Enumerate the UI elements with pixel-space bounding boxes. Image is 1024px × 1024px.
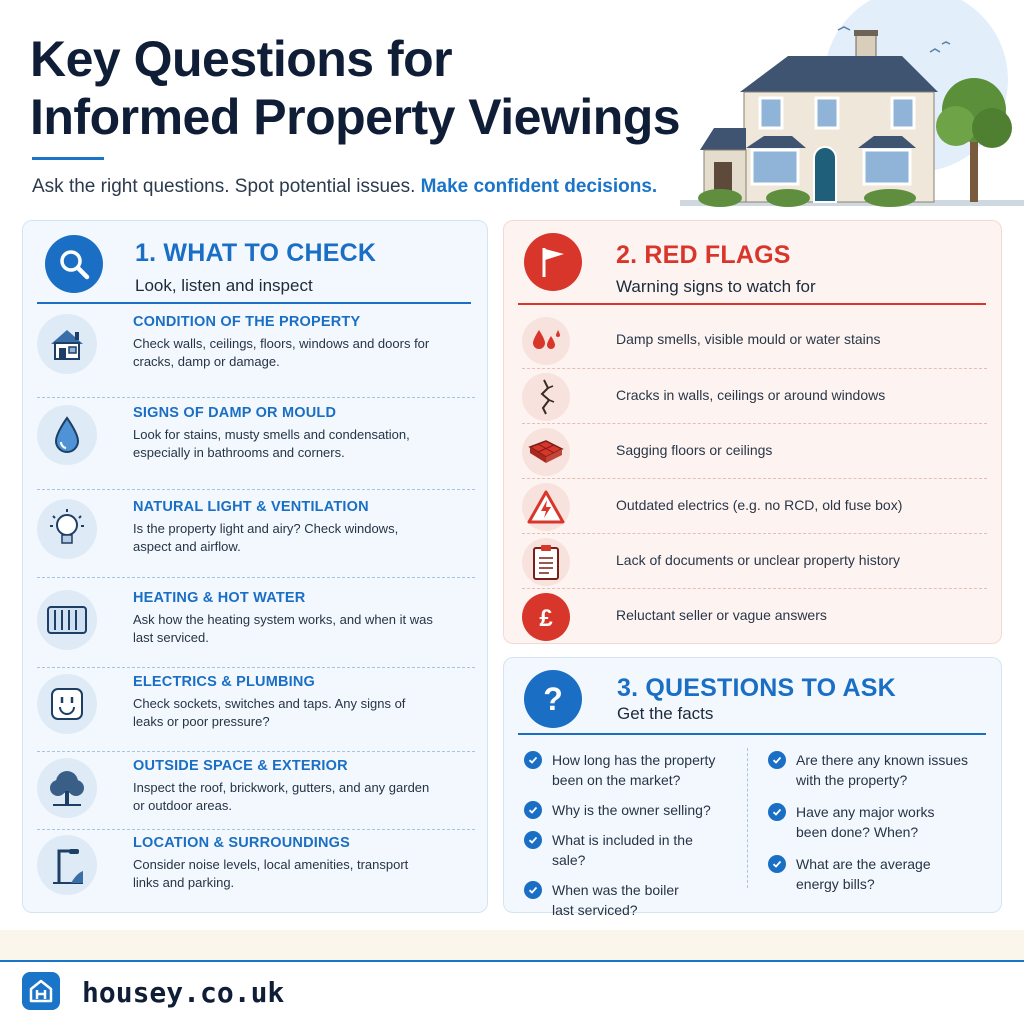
check-item-electrics (37, 674, 475, 754)
red-flag-item (522, 317, 987, 365)
divider (37, 397, 475, 398)
radiator-icon (37, 590, 97, 650)
header (0, 0, 1024, 215)
divider (37, 489, 475, 490)
sagging-floor-icon (522, 428, 570, 476)
check-icon (524, 881, 542, 899)
check-item-description: Is the property light and airy? Check windows, aspect and airflow. (133, 521, 399, 554)
question-text: What is included in the sale? (552, 832, 693, 868)
red-flag-text: Reluctant seller or vague answers (616, 607, 827, 623)
questions-left-column (524, 750, 724, 920)
questions-subtitle: Get the facts (617, 704, 714, 723)
divider (522, 478, 987, 479)
svg-text:?: ? (543, 681, 563, 717)
question-item (768, 750, 968, 790)
clipboard-icon (522, 538, 570, 586)
title-line-1: Key Questions for (30, 31, 453, 87)
section-rule (518, 303, 986, 305)
flag-icon (524, 233, 582, 291)
red-flag-item (522, 483, 987, 531)
divider (522, 368, 987, 369)
red-flag-text: Lack of documents or unclear property history (616, 552, 901, 568)
check-item-description: Inspect the roof, brickwork, gutters, and any garden or outdoor areas. (133, 780, 430, 813)
check-icon (524, 751, 542, 769)
question-text: Why is the owner selling? (552, 802, 711, 818)
red-flag-item (522, 373, 987, 421)
red-flags-panel (503, 220, 1002, 644)
house-illustration (680, 0, 1024, 210)
divider (522, 533, 987, 534)
electric-warning-icon (522, 483, 570, 531)
check-item-heading: LOCATION & SURROUNDINGS (133, 835, 350, 851)
what-to-check-title: 1. WHAT TO CHECK (135, 239, 377, 267)
check-icon (768, 855, 786, 873)
what-to-check-subtitle: Look, listen and inspect (135, 276, 313, 295)
red-flag-item (522, 428, 987, 476)
question-item (524, 750, 724, 790)
footer-band (0, 930, 1024, 960)
page-title (30, 30, 710, 146)
title-line-2: Informed Property Viewings (30, 89, 681, 145)
red-flag-text: Outdated electrics (e.g. no RCD, old fuse box) (616, 497, 903, 513)
magnifier-icon (45, 235, 103, 293)
divider (37, 577, 475, 578)
check-item-outside (37, 758, 475, 838)
question-text: When was the boiler last serviced? (552, 882, 679, 918)
house-icon (37, 314, 97, 374)
socket-icon (37, 674, 97, 734)
divider (37, 751, 475, 752)
section-rule (518, 733, 986, 735)
svg-text:£: £ (539, 605, 553, 632)
divider (37, 829, 475, 830)
what-to-check-panel (22, 220, 488, 913)
streetlamp-icon (37, 835, 97, 895)
questions-right-column (768, 750, 968, 894)
red-flag-text: Sagging floors or ceilings (616, 442, 773, 458)
water-drop-icon (37, 405, 97, 465)
questions-title: 3. QUESTIONS TO ASK (617, 674, 896, 702)
check-item-description: Ask how the heating system works, and when it was last serviced. (133, 612, 433, 645)
question-text: What are the average energy bills? (796, 856, 931, 892)
check-icon (524, 831, 542, 849)
housey-logo-icon[interactable] (22, 972, 60, 1010)
question-item (524, 880, 704, 920)
question-item (524, 800, 724, 820)
check-item-location (37, 835, 475, 905)
crack-icon (522, 373, 570, 421)
subtitle (32, 176, 657, 198)
tree-icon (37, 758, 97, 818)
footer-brand-link[interactable]: housey.co.uk (82, 976, 285, 1009)
red-flag-text: Cracks in walls, ceilings or around windows (616, 387, 886, 403)
check-item-heading: OUTSIDE SPACE & EXTERIOR (133, 758, 348, 774)
check-item-description: Check sockets, switches and taps. Any signs of leaks or poor pressure? (133, 696, 406, 729)
check-item-light (37, 499, 475, 579)
check-item-heading: SIGNS OF DAMP OR MOULD (133, 405, 337, 421)
question-item (768, 854, 968, 894)
question-item (524, 830, 724, 870)
divider (37, 667, 475, 668)
check-item-description: Consider noise levels, local amenities, transport links and parking. (133, 857, 409, 890)
title-underline (32, 157, 104, 160)
check-item-damp (37, 405, 475, 485)
question-text: How long has the property been on the market? (552, 752, 716, 788)
check-item-heading: NATURAL LIGHT & VENTILATION (133, 499, 369, 515)
divider (522, 423, 987, 424)
question-item (768, 802, 968, 842)
subtitle-plain: Ask the right questions. Spot potential issues. (32, 176, 421, 197)
question-icon (524, 670, 582, 728)
footer-rule (0, 960, 1024, 962)
check-item-heading: CONDITION OF THE PROPERTY (133, 314, 361, 330)
check-item-heating (37, 590, 475, 670)
check-icon (768, 751, 786, 769)
red-flags-subtitle: Warning signs to watch for (616, 277, 816, 296)
lightbulb-icon (37, 499, 97, 559)
check-item-description: Check walls, ceilings, floors, windows and doors for cracks, damp or damage. (133, 336, 430, 369)
question-text: Are there any known issues with the property? (796, 752, 968, 788)
red-flags-title: 2. RED FLAGS (616, 241, 791, 269)
section-rule (37, 302, 471, 304)
red-flag-item (522, 538, 987, 586)
divider (522, 588, 987, 589)
check-icon (768, 803, 786, 821)
check-item-condition (37, 314, 475, 394)
question-text: Have any major works been done? When? (796, 804, 935, 840)
red-flag-text: Damp smells, visible mould or water stains (616, 331, 881, 347)
check-icon (524, 801, 542, 819)
questions-to-ask-panel (503, 657, 1002, 918)
column-divider (747, 748, 748, 888)
pound-icon (522, 593, 570, 641)
drops-icon (522, 317, 570, 365)
check-item-heading: ELECTRICS & PLUMBING (133, 674, 316, 690)
check-item-description: Look for stains, musty smells and condensation, especially in bathrooms and corners. (133, 427, 410, 460)
subtitle-highlight: Make confident decisions. (420, 176, 658, 197)
red-flag-item (522, 593, 987, 641)
check-item-heading: HEATING & HOT WATER (133, 590, 306, 606)
